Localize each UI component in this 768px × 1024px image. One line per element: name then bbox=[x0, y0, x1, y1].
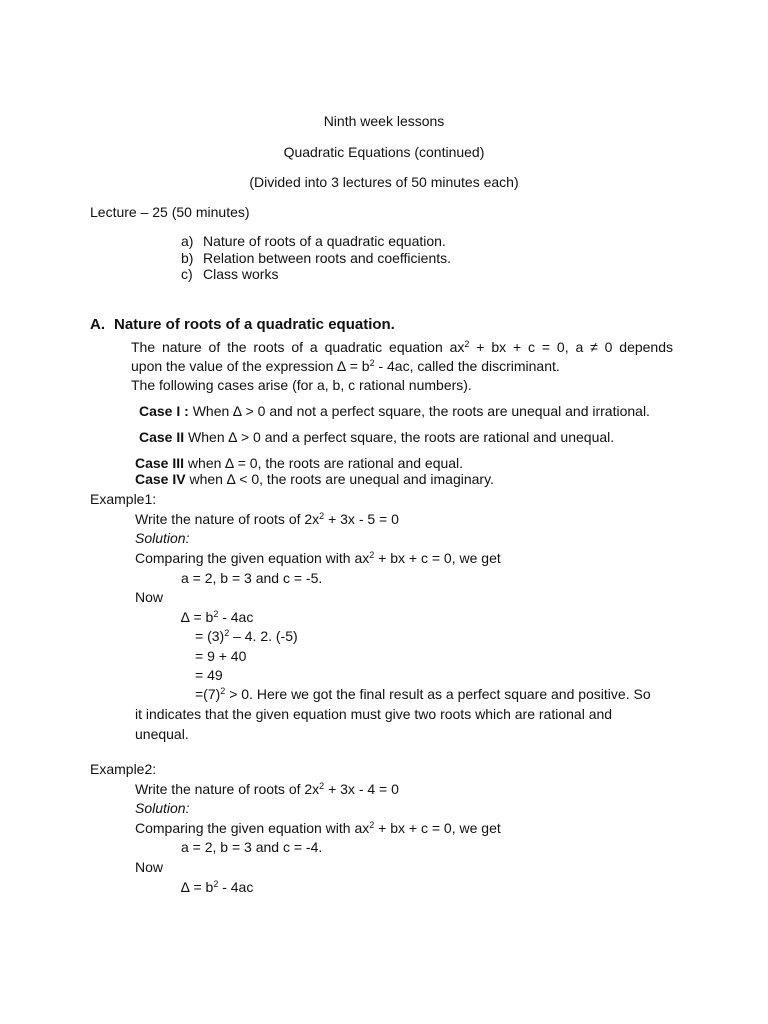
topic-marker: b) bbox=[181, 250, 194, 266]
section-marker: A. bbox=[90, 316, 105, 333]
example-1-step-2: = $(3)^2 - 4$. 2. (-5) bbox=[195, 628, 298, 644]
example-2-now: Now bbox=[135, 859, 164, 875]
example-1-step-3: = 9 + 40 bbox=[195, 648, 247, 664]
example-1-title: Example1: bbox=[90, 491, 157, 507]
example-1-step-1: ∆ = $b^2 - 4ac$ bbox=[181, 609, 254, 625]
example-1-now: Now bbox=[135, 589, 164, 605]
example-2-question: Write the nature of roots of $2x^2 + 3x - 4 = 0$ bbox=[135, 781, 399, 797]
example-2-compare: Comparing the given equation with $ax^2$ + bx + c = 0, we get bbox=[135, 820, 501, 836]
section-heading: Nature of roots of a quadratic equation. bbox=[114, 316, 395, 333]
lecture-division-note: (Divided into 3 lectures of 50 minutes each) bbox=[249, 174, 519, 190]
example-1-step-5: $=(7)^2 > 0$. Here we got the final result as a perfect square and positive. So bbox=[195, 686, 651, 702]
case-2: Case II When ∆ > 0 and a perfect square, the roots are rational and unequal. bbox=[139, 429, 615, 445]
intro-line-3: The following cases arise (for a, b, c rational numbers). bbox=[131, 377, 472, 393]
topic-marker: c) bbox=[181, 266, 193, 282]
example-1-solution-label: Solution: bbox=[135, 530, 190, 546]
topic-text: Nature of roots of a quadratic equation. bbox=[203, 233, 446, 249]
example-1-values: a = 2, b = 3 and c = -5. bbox=[181, 570, 323, 586]
topic-text: Relation between roots and coefficients. bbox=[203, 250, 452, 266]
case-3: Case III when ∆ = 0, the roots are rational and equal. bbox=[135, 455, 464, 471]
example-1-compare: Comparing the given equation with $ax^2$ + bx + c = 0, we get bbox=[135, 550, 501, 566]
example-2-step-1: ∆ = $b^2 - 4ac$ bbox=[181, 879, 254, 895]
example-1-question: Write the nature of roots of $2x^2 + 3x - 5 = 0$ bbox=[135, 511, 399, 527]
lecture-label: Lecture – 25 (50 minutes) bbox=[90, 204, 250, 220]
page-subtitle: Quadratic Equations (continued) bbox=[283, 144, 485, 160]
example-1-conclusion-2: unequal. bbox=[135, 726, 189, 742]
example-2-solution-label: Solution: bbox=[135, 800, 190, 816]
example-2-values: a = 2, b = 3 and c = -4. bbox=[181, 839, 323, 855]
intro-line-1: The nature of the roots of a quadratic equation $ax^2$ + bx + c = 0, a ≠ 0 depends bbox=[131, 339, 674, 355]
case-1: Case I : When ∆ > 0 and not a perfect square, the roots are unequal and irrational. bbox=[139, 403, 650, 419]
example-1-step-4: = 49 bbox=[195, 667, 223, 683]
example-1-conclusion-1: it indicates that the given equation must give two roots which are rational and bbox=[135, 706, 613, 722]
case-4: Case IV when ∆ < 0, the roots are unequal and imaginary. bbox=[135, 471, 494, 487]
topic-text: Class works bbox=[203, 266, 279, 282]
example-2-title: Example2: bbox=[90, 761, 157, 777]
page-title: Ninth week lessons bbox=[323, 113, 445, 129]
intro-line-2: upon the value of the expression ∆ = $b^2 - 4ac$, called the discriminant. bbox=[131, 358, 560, 374]
topic-marker: a) bbox=[181, 233, 194, 249]
